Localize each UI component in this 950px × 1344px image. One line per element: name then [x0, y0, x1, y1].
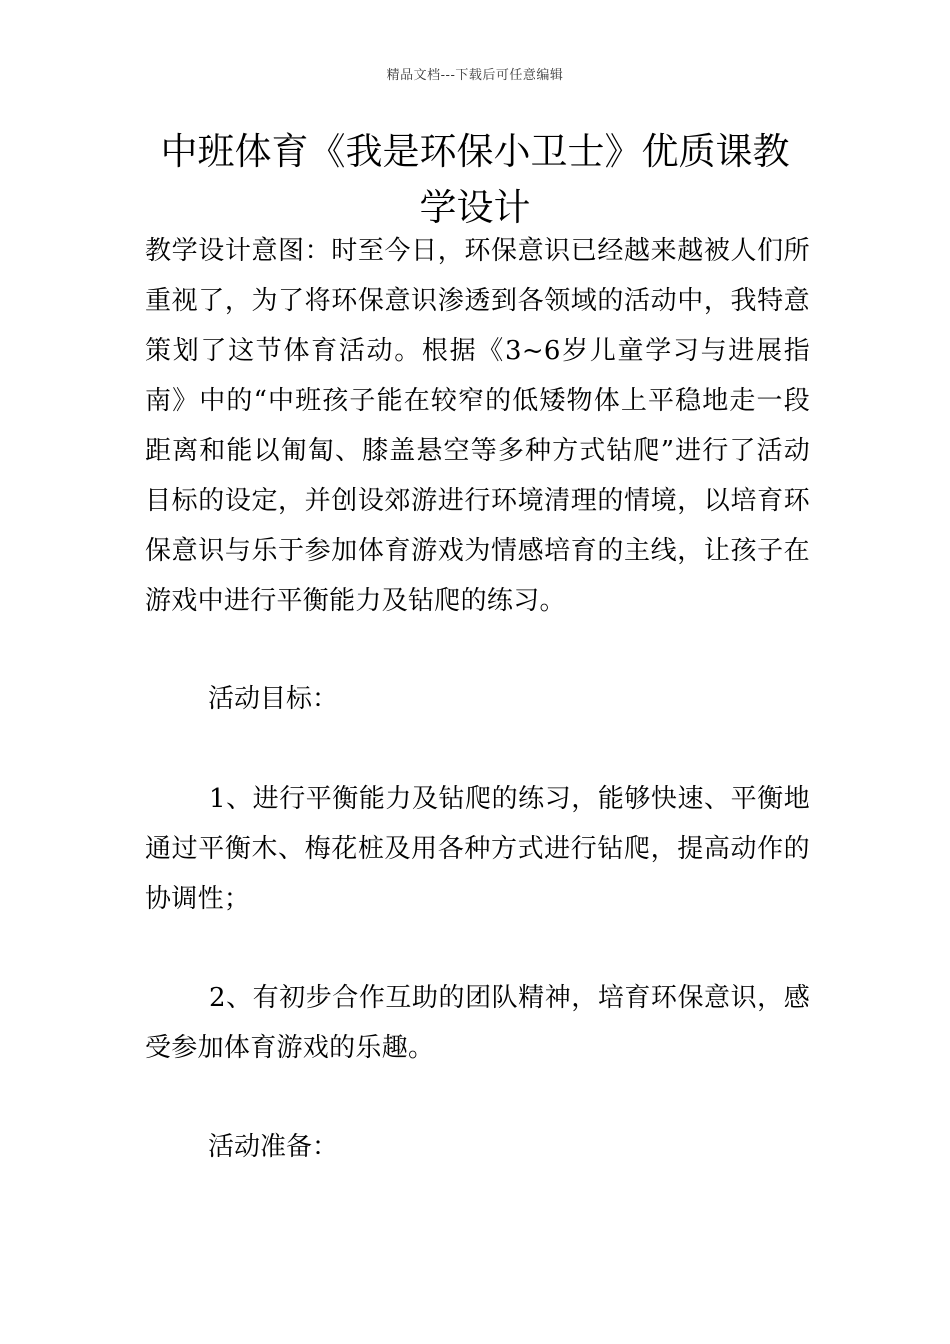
preparation-heading: 活动准备：: [208, 1132, 339, 1162]
header-note: 精品文档---下载后可任意编辑: [386, 68, 564, 83]
goal-item-2: 2、有初步合作互助的团队精神，培育环保意识，感受参加体育游戏的乐趣。: [145, 983, 810, 1063]
goal-item-1: 1、进行平衡能力及钻爬的练习，能够快速、平衡地通过平衡木、梅花桩及用各种方式进行钻爬，提高动作的协调性；: [145, 784, 810, 914]
goals-heading: 活动目标：: [208, 684, 339, 714]
document-title: 中班体育《我是环保小卫士》优质课教学设计: [160, 130, 790, 229]
intro-paragraph: 教学设计意图：时至今日，环保意识已经越来越被人们所重视了，为了将环保意识渗透到各领域的活动中，我特意策划了这节体育活动。根据《3~6岁儿童学习与进展指南》中的“中班孩子能在较窄的低矮物体上平稳地走一段距离和能以匍匐、膝盖悬空等多种方式钻爬”进行了活动目标的设定，并创设郊游进行环境清理的情境，以培育环保意识与乐于参加体育游戏为情感培育的主线，让孩子在游戏中进行平衡能力及钻爬的练习。: [145, 236, 810, 616]
